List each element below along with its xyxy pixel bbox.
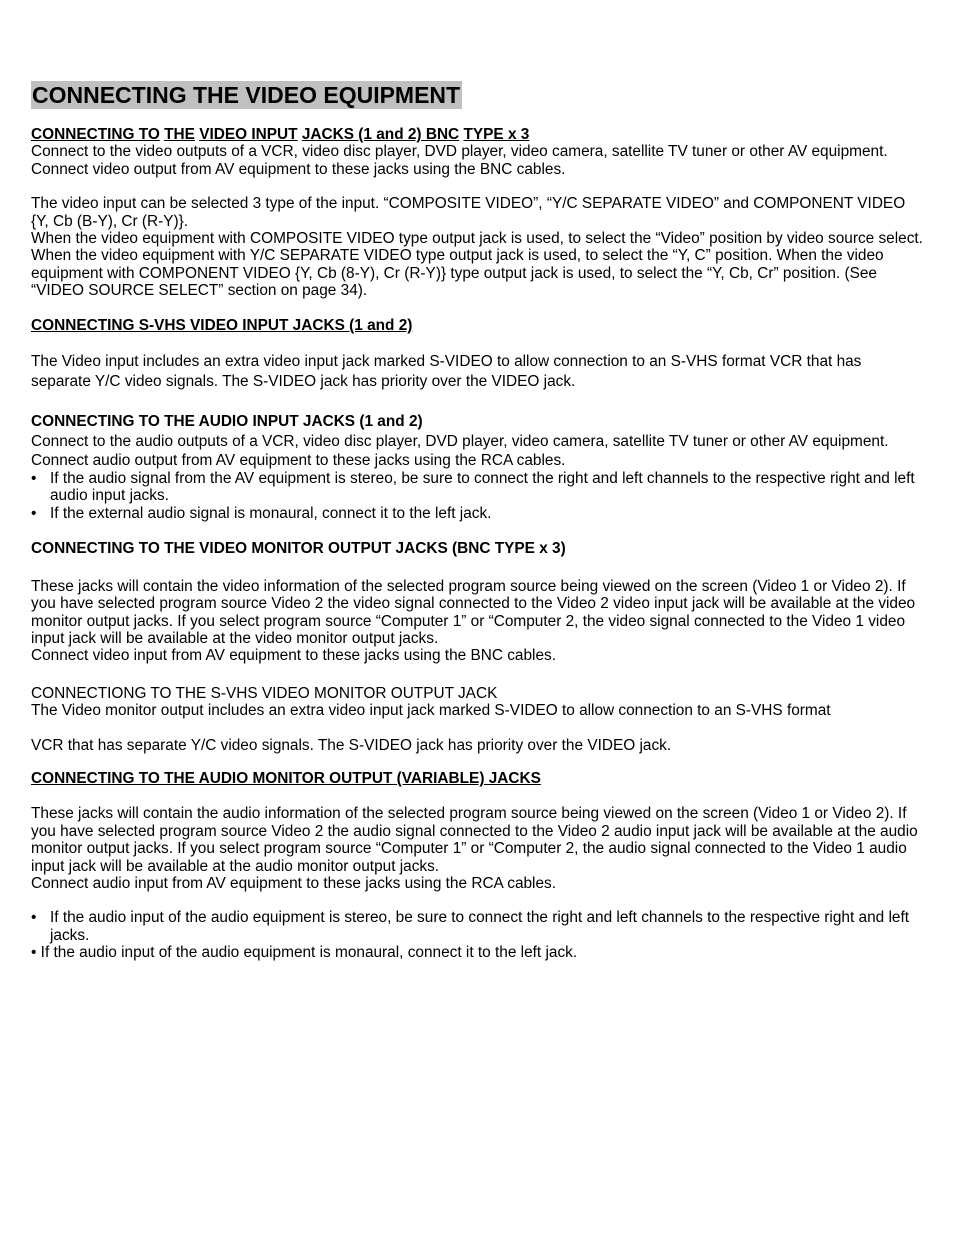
section-heading-svhs-monitor-output: CONNECTIONG TO THE S-VHS VIDEO MONITOR OUTPUT JACK bbox=[31, 684, 498, 702]
heading-part: TYPE x 3 bbox=[463, 126, 530, 143]
list-item: • If the audio input of the audio equipment is monaural, connect it to the left jack. bbox=[31, 944, 578, 962]
paragraph: The Video input includes an extra video input jack marked S-VIDEO to allow connection to an S-VHS format VCR that has separate Y/C video signals. The S-VIDEO jack has priority over the VIDEO jack. bbox=[31, 353, 862, 391]
paragraph: These jacks will contain the video information of the selected program source being viewed on the screen (Video 1 or Video 2). If you have selected program source Video 2 the video signal connected to the Video 2 video input jack will be available at the video monitor output jacks. If you select program source “Computer 1” or “Computer 2, the video signal connected to the Video 1 video input jack will be available at the video monitor output jacks. bbox=[31, 577, 916, 647]
heading-part: JACKS (1 and 2) BNC bbox=[301, 126, 460, 143]
section-heading-audio-input: CONNECTING TO THE AUDIO INPUT JACKS (1 and 2) bbox=[31, 413, 423, 431]
heading-part: THE bbox=[164, 126, 195, 143]
section-heading-audio-monitor-output: CONNECTING TO THE AUDIO MONITOR OUTPUT (VARIABLE) JACKS bbox=[31, 769, 541, 787]
paragraph: The Video monitor output includes an extra video input jack marked S-VIDEO to allow connection to an S-VHS format bbox=[31, 702, 831, 720]
heading-part: VIDEO INPUT bbox=[199, 126, 298, 143]
bullet-icon: • bbox=[31, 470, 37, 488]
bullet-icon: • bbox=[31, 504, 37, 522]
list-item-text: If the external audio signal is monaural, connect it to the left jack. bbox=[50, 504, 492, 522]
paragraph: Connect audio input from AV equipment to these jacks using the RCA cables. bbox=[31, 874, 557, 892]
paragraph: When the video equipment with COMPOSITE VIDEO type output jack is used, to select the “Video” position by video source select. When the video equipment with Y/C SEPARATE VIDEO type output jack is used, to select the “Y, C” position. When the video equipment with COMPONENT VIDEO {Y, Cb (8-Y), Cr (R-Y)} type output jack is used, to select the “Y, Cb, Cr” position. (See “VIDEO SOURCE SELECT” section on page 34). bbox=[31, 230, 923, 300]
paragraph: The video input can be selected 3 type of the input. “COMPOSITE VIDEO”, “Y/C SEPARATE VIDEO” and COMPONENT VIDEO {Y, Cb (B-Y), Cr (R-Y)}. bbox=[31, 195, 906, 230]
section-heading-video-input bbox=[31, 126, 924, 143]
paragraph: Connect video input from AV equipment to these jacks using the BNC cables. bbox=[31, 647, 556, 665]
bullet-icon: • bbox=[31, 909, 37, 927]
paragraph: VCR that has separate Y/C video signals. The S-VIDEO jack has priority over the VIDEO jack. bbox=[31, 736, 672, 754]
document-page bbox=[31, 81, 924, 962]
section-heading-video-monitor-output: CONNECTING TO THE VIDEO MONITOR OUTPUT JACKS (BNC TYPE x 3) bbox=[31, 540, 566, 558]
page-title: CONNECTING THE VIDEO EQUIPMENT bbox=[32, 82, 461, 108]
heading-part: CONNECTING TO bbox=[31, 126, 160, 143]
list-item-text: If the audio input of the audio equipment is stereo, be sure to connect the right and left channels to the respective right and left jacks. bbox=[50, 909, 910, 944]
list-item-text: If the audio signal from the AV equipment is stereo, be sure to connect the right and left channels to the respective right and left audio input jacks. bbox=[50, 470, 915, 505]
list-item bbox=[31, 470, 924, 505]
list-item bbox=[31, 505, 924, 522]
section-heading-svhs-input: CONNECTING S-VHS VIDEO INPUT JACKS (1 and 2) bbox=[31, 316, 413, 334]
paragraph: These jacks will contain the audio information of the selected program source being viewed on the screen (Video 1 or Video 2). If you have selected program source Video 2 the audio signal connected to the Video 2 audio input jack will be available at the audio monitor output jacks. If you select program source “Computer 1” or “Computer 2, the audio signal connected to the Video 1 audio input jack will be available at the audio monitor output jacks. bbox=[31, 805, 918, 875]
paragraph: Connect to the audio outputs of a VCR, video disc player, DVD player, video camera, satellite TV tuner or other AV equipment. Connect audio output from AV equipment to these jacks using the RCA cables. bbox=[31, 433, 889, 470]
paragraph: Connect to the video outputs of a VCR, video disc player, DVD player, video camera, satellite TV tuner or other AV equipment. Connect video output from AV equipment to these jacks using the BNC cables. bbox=[31, 143, 888, 178]
list-item bbox=[31, 909, 924, 944]
